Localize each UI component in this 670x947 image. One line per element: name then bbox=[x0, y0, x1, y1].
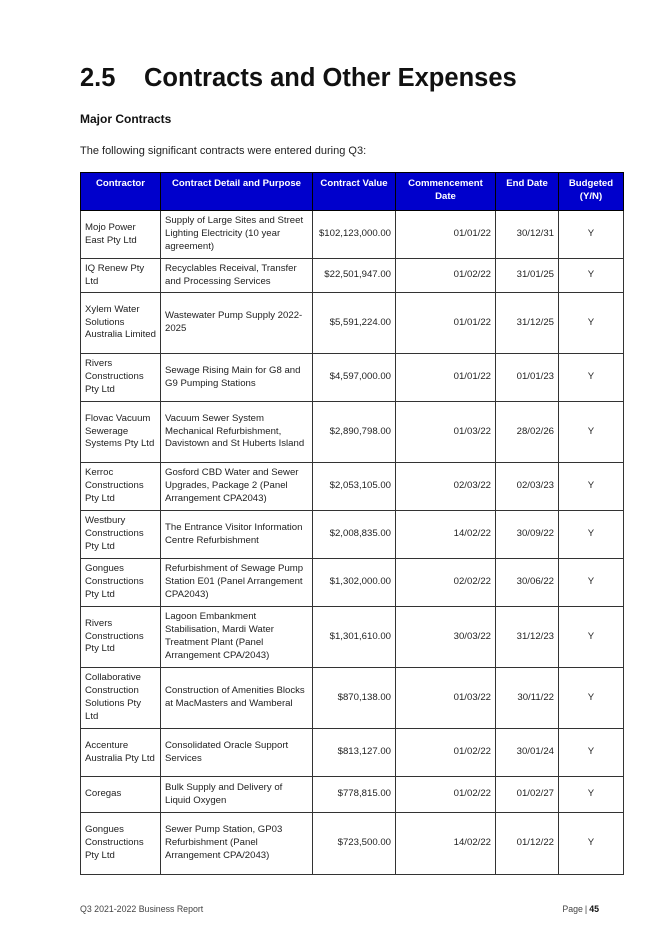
table-row bbox=[81, 511, 624, 559]
cell-budgeted: Y bbox=[559, 729, 624, 777]
cell-end-date: 30/06/22 bbox=[496, 559, 559, 607]
cell-detail: Gosford CBD Water and Sewer Upgrades, Package 2 (Panel Arrangement CPA2043) bbox=[161, 463, 313, 511]
cell-budgeted: Y bbox=[559, 354, 624, 402]
cell-detail: Wastewater Pump Supply 2022-2025 bbox=[161, 293, 313, 354]
cell-contractor: Collaborative Construction Solutions Pty Ltd bbox=[81, 668, 161, 729]
table-row bbox=[81, 463, 624, 511]
cell-budgeted: Y bbox=[559, 559, 624, 607]
cell-budgeted: Y bbox=[559, 402, 624, 463]
table-row bbox=[81, 777, 624, 813]
cell-value: $5,591,224.00 bbox=[313, 293, 396, 354]
cell-budgeted: Y bbox=[559, 511, 624, 559]
cell-end-date: 31/12/23 bbox=[496, 607, 559, 668]
header-contract-value: Contract Value bbox=[313, 173, 396, 211]
footer-separator: | bbox=[584, 904, 588, 914]
footer-report-title: Q3 2021-2022 Business Report bbox=[80, 904, 204, 914]
cell-detail: Bulk Supply and Delivery of Liquid Oxygen bbox=[161, 777, 313, 813]
cell-commencement: 02/02/22 bbox=[396, 559, 496, 607]
cell-end-date: 31/12/25 bbox=[496, 293, 559, 354]
cell-detail: Supply of Large Sites and Street Lighting Electricity (10 year agreement) bbox=[161, 211, 313, 259]
table-row bbox=[81, 729, 624, 777]
cell-budgeted: Y bbox=[559, 211, 624, 259]
cell-contractor: Flovac Vacuum Sewerage Systems Pty Ltd bbox=[81, 402, 161, 463]
table-row bbox=[81, 211, 624, 259]
header-commencement-date: Commencement Date bbox=[396, 173, 496, 211]
section-number: 2.5 bbox=[80, 64, 116, 92]
cell-contractor: Accenture Australia Pty Ltd bbox=[81, 729, 161, 777]
cell-end-date: 01/12/22 bbox=[496, 813, 559, 875]
cell-end-date: 01/01/23 bbox=[496, 354, 559, 402]
cell-contractor: Gongues Constructions Pty Ltd bbox=[81, 813, 161, 875]
cell-end-date: 28/02/26 bbox=[496, 402, 559, 463]
cell-value: $1,301,610.00 bbox=[313, 607, 396, 668]
cell-end-date: 02/03/23 bbox=[496, 463, 559, 511]
cell-commencement: 01/01/22 bbox=[396, 293, 496, 354]
contracts-table bbox=[80, 172, 624, 875]
cell-commencement: 01/03/22 bbox=[396, 668, 496, 729]
cell-value: $22,501,947.00 bbox=[313, 259, 396, 293]
cell-contractor: Kerroc Constructions Pty Ltd bbox=[81, 463, 161, 511]
section-heading bbox=[80, 64, 517, 93]
cell-detail: Sewer Pump Station, GP03 Refurbishment (Panel Arrangement CPA/2043) bbox=[161, 813, 313, 875]
cell-commencement: 02/03/22 bbox=[396, 463, 496, 511]
cell-end-date: 30/01/24 bbox=[496, 729, 559, 777]
cell-commencement: 01/02/22 bbox=[396, 729, 496, 777]
subheading: Major Contracts bbox=[80, 112, 172, 126]
cell-value: $2,053,105.00 bbox=[313, 463, 396, 511]
cell-end-date: 30/11/22 bbox=[496, 668, 559, 729]
cell-value: $813,127.00 bbox=[313, 729, 396, 777]
cell-commencement: 01/02/22 bbox=[396, 777, 496, 813]
cell-budgeted: Y bbox=[559, 813, 624, 875]
cell-value: $2,008,835.00 bbox=[313, 511, 396, 559]
cell-budgeted: Y bbox=[559, 668, 624, 729]
cell-budgeted: Y bbox=[559, 607, 624, 668]
cell-budgeted: Y bbox=[559, 293, 624, 354]
cell-value: $2,890,798.00 bbox=[313, 402, 396, 463]
cell-detail: Consolidated Oracle Support Services bbox=[161, 729, 313, 777]
footer-page-info bbox=[540, 904, 599, 914]
cell-value: $1,302,000.00 bbox=[313, 559, 396, 607]
cell-detail: Recyclables Receival, Transfer and Processing Services bbox=[161, 259, 313, 293]
section-title: Contracts and Other Expenses bbox=[144, 64, 517, 92]
table-header-row bbox=[81, 173, 624, 211]
cell-contractor: Coregas bbox=[81, 777, 161, 813]
header-contractor: Contractor bbox=[81, 173, 161, 211]
footer-page-label: Page bbox=[562, 904, 583, 914]
cell-commencement: 01/03/22 bbox=[396, 402, 496, 463]
cell-contractor: Xylem Water Solutions Australia Limited bbox=[81, 293, 161, 354]
cell-end-date: 30/12/31 bbox=[496, 211, 559, 259]
cell-commencement: 14/02/22 bbox=[396, 511, 496, 559]
table-row bbox=[81, 559, 624, 607]
cell-detail: The Entrance Visitor Information Centre Refurbishment bbox=[161, 511, 313, 559]
cell-value: $4,597,000.00 bbox=[313, 354, 396, 402]
cell-contractor: Gongues Constructions Pty Ltd bbox=[81, 559, 161, 607]
cell-budgeted: Y bbox=[559, 777, 624, 813]
table-row bbox=[81, 259, 624, 293]
cell-contractor: Westbury Constructions Pty Ltd bbox=[81, 511, 161, 559]
header-end-date: End Date bbox=[496, 173, 559, 211]
table-row bbox=[81, 607, 624, 668]
cell-contractor: Mojo Power East Pty Ltd bbox=[81, 211, 161, 259]
cell-commencement: 01/02/22 bbox=[396, 259, 496, 293]
cell-commencement: 01/01/22 bbox=[396, 211, 496, 259]
cell-commencement: 01/01/22 bbox=[396, 354, 496, 402]
cell-contractor: IQ Renew Pty Ltd bbox=[81, 259, 161, 293]
cell-detail: Construction of Amenities Blocks at MacMasters and Wamberal bbox=[161, 668, 313, 729]
header-contract-detail: Contract Detail and Purpose bbox=[161, 173, 313, 211]
intro-text: The following significant contracts were entered during Q3: bbox=[80, 145, 367, 157]
cell-end-date: 01/02/27 bbox=[496, 777, 559, 813]
cell-budgeted: Y bbox=[559, 463, 624, 511]
table-row bbox=[81, 293, 624, 354]
cell-value: $778,815.00 bbox=[313, 777, 396, 813]
cell-value: $870,138.00 bbox=[313, 668, 396, 729]
cell-end-date: 30/09/22 bbox=[496, 511, 559, 559]
footer-page-number: 45 bbox=[589, 904, 599, 914]
table-row bbox=[81, 668, 624, 729]
cell-detail: Sewage Rising Main for G8 and G9 Pumping Stations bbox=[161, 354, 313, 402]
cell-contractor: Rivers Constructions Pty Ltd bbox=[81, 354, 161, 402]
table-row bbox=[81, 402, 624, 463]
cell-value: $102,123,000.00 bbox=[313, 211, 396, 259]
cell-budgeted: Y bbox=[559, 259, 624, 293]
table-row bbox=[81, 813, 624, 875]
cell-commencement: 14/02/22 bbox=[396, 813, 496, 875]
table-row bbox=[81, 354, 624, 402]
cell-detail: Vacuum Sewer System Mechanical Refurbishment, Davistown and St Huberts Island bbox=[161, 402, 313, 463]
cell-end-date: 31/01/25 bbox=[496, 259, 559, 293]
header-budgeted: Budgeted (Y/N) bbox=[559, 173, 624, 211]
cell-value: $723,500.00 bbox=[313, 813, 396, 875]
cell-commencement: 30/03/22 bbox=[396, 607, 496, 668]
cell-detail: Lagoon Embankment Stabilisation, Mardi Water Treatment Plant (Panel Arrangement CPA/2043) bbox=[161, 607, 313, 668]
cell-contractor: Rivers Constructions Pty Ltd bbox=[81, 607, 161, 668]
cell-detail: Refurbishment of Sewage Pump Station E01 (Panel Arrangement CPA2043) bbox=[161, 559, 313, 607]
